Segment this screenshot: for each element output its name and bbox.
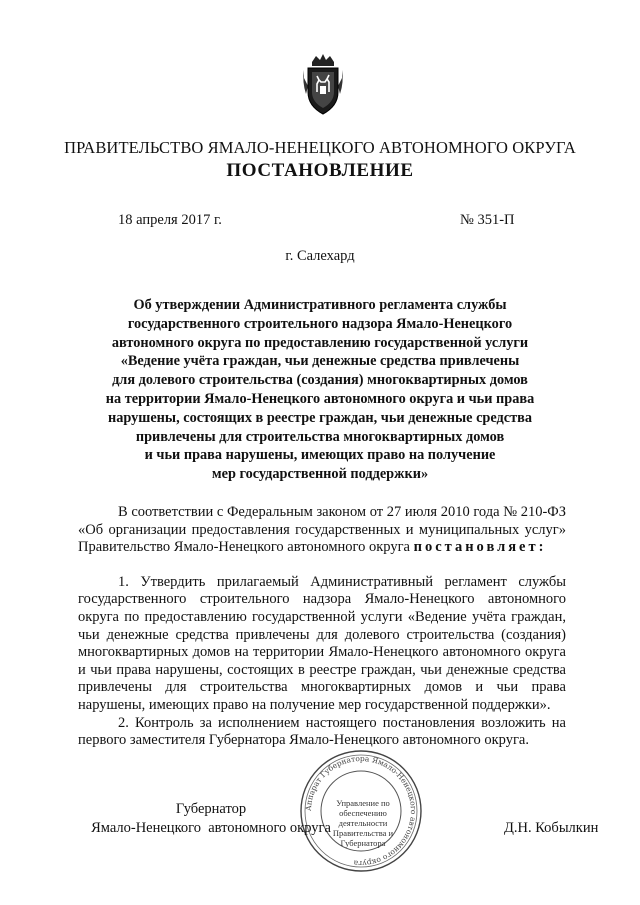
- preamble-text: В соответствии с Федеральным законом от 27 июля 2010 года № 210-ФЗ «Об организации предоставления государственных и муниципальных услуг» Правительство Ямало-Ненецкого автономного округа: [78, 504, 566, 556]
- title-line: привлечены для строительства многоквартирных домов: [135, 428, 505, 445]
- document-type: ПОСТАНОВЛЕНИЕ: [226, 160, 414, 181]
- preamble-paragraph: [78, 504, 566, 557]
- signatory-name: Д.Н. Кобылкин: [504, 820, 599, 836]
- title-line: для долевого строительства (создания) многоквартирных домов: [112, 372, 528, 389]
- title-line: государственного строительного надзора Ямало-Ненецкого: [127, 315, 513, 332]
- title-line: на территории Ямало-Ненецкого автономного округа и чьи права: [105, 390, 535, 407]
- title-line: и чьи права нарушены, имеющих право на получение: [144, 447, 496, 464]
- document-date: 18 апреля 2017 г.: [118, 212, 222, 228]
- resolves-word: постановляет:: [413, 539, 547, 556]
- item-2-paragraph: 2. Контроль за исполнением настоящего постановления возложить на первого заместителя Губернатора Ямало-Ненецкого автономного округа.: [78, 714, 566, 749]
- title-line: автономного округа по предоставлению государственной услуги: [111, 334, 529, 351]
- stamp-center-text: Управление по обеспечению деятельности Правительства и Губернатора: [332, 798, 394, 848]
- document-body: [78, 504, 566, 750]
- item-1-paragraph: 1. Утвердить прилагаемый Административный регламент службы государственного строительного надзора Ямало-Ненецкого автономного округа по предоставлению государственной услуги «Ведение учёта граждан, чьи денежные средства привлечены для долевого строительства (создания) многоквартирных домов на территории Ямало-Ненецкого автономного округа и чьи права нарушены, состоящих в реестре граждан, чьи денежные средства привлечены для строительства многоквартирных домов и чьи права нарушены, имеющих право на получение мер государственной поддержки».: [78, 573, 566, 713]
- title-line: нарушены, состоящих в реестре граждан, чьи денежные средства: [107, 409, 533, 426]
- title-line: мер государственной поддержки»: [211, 466, 429, 483]
- document-city: г. Салехард: [285, 248, 355, 264]
- position-region: Ямало-Ненецкого автономного округа: [91, 820, 331, 836]
- document-number: № 351-П: [460, 212, 515, 228]
- document-title: [80, 296, 560, 484]
- signature-position: [76, 800, 346, 838]
- title-line: «Ведение учёта граждан, чьи денежные средства привлечены: [120, 353, 520, 370]
- organization-name: ПРАВИТЕЛЬСТВО ЯМАЛО-НЕНЕЦКОГО АВТОНОМНОГО ОКРУГА: [64, 138, 576, 157]
- position-title: Губернатор: [175, 801, 247, 817]
- title-line: Об утверждении Административного регламента службы: [133, 297, 507, 313]
- coat-of-arms-emblem: [298, 52, 348, 118]
- stamp-ring-text: Аппарат Губернатора Ямало-Ненецкого автономного округа: [303, 753, 419, 869]
